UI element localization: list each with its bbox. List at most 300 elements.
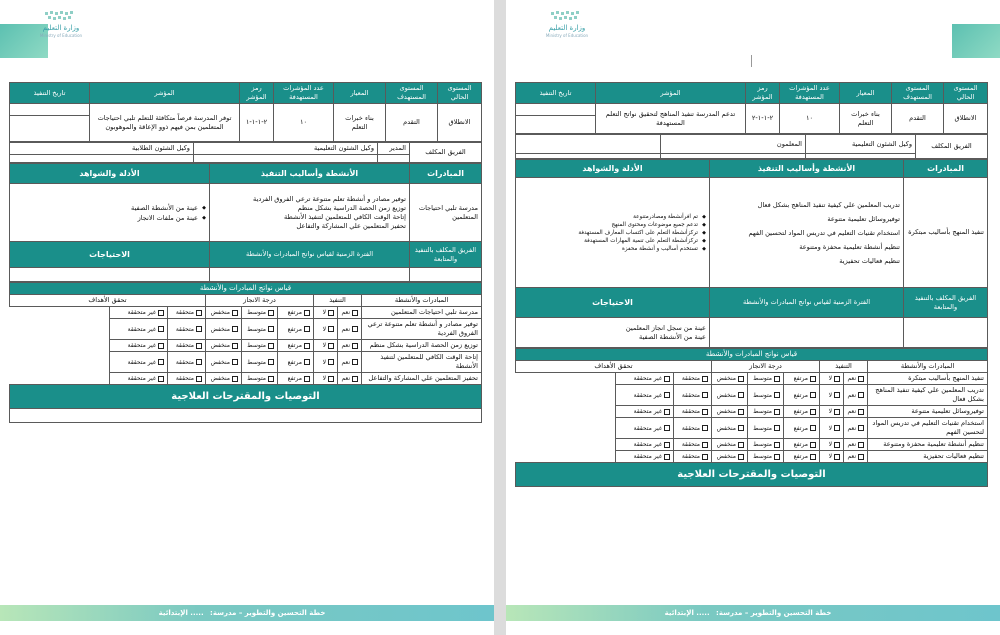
- checkbox-mid[interactable]: [748, 418, 784, 439]
- checkbox-icon[interactable]: [304, 376, 310, 382]
- plan-form-left: [10, 82, 482, 423]
- header-needs: الاحتياجات: [516, 288, 710, 318]
- header-activities: الأنشطة وأساليب التنفيذ: [210, 164, 410, 184]
- level-target-value: التقدم: [386, 104, 438, 142]
- checkbox-icon[interactable]: [268, 310, 274, 316]
- checkbox-label: لا: [828, 391, 832, 399]
- checkbox-icon[interactable]: [738, 454, 744, 460]
- checkbox-high[interactable]: [784, 385, 820, 406]
- checkbox-unmet[interactable]: [110, 352, 168, 373]
- header-followup-team: الفريق المكلف بالتنفيذ والمتابعة: [904, 288, 988, 318]
- checkbox-mid[interactable]: [242, 340, 278, 352]
- checkbox-unmet[interactable]: [616, 385, 674, 406]
- checkbox-icon[interactable]: [328, 376, 334, 382]
- indicator-value: توفر المدرسة فرصاً متكافئة للتعلم تلبي احتياجات المتعلمين بمن فيهم ذوو الإعاقة والموهوبون: [90, 104, 240, 142]
- activity-item: توفيروسائل تعليمية متنوعة: [827, 214, 900, 223]
- header-timeframe: الفترة الزمنية لقياس نواتج المبادرات والأنشطة: [710, 288, 904, 318]
- checkbox-no[interactable]: [820, 406, 844, 418]
- checkbox-label: لا: [828, 375, 832, 382]
- checkbox-high[interactable]: [278, 340, 314, 352]
- header-code: رمز المؤشر: [746, 83, 780, 104]
- team-member-1: وكيل الشئون التعليمية: [806, 135, 916, 154]
- checkbox-high[interactable]: [784, 418, 820, 439]
- checkbox-mid[interactable]: [748, 451, 784, 463]
- checkbox-label: لا: [828, 453, 832, 460]
- checkbox-high[interactable]: [784, 406, 820, 418]
- followup-team-cell[interactable]: [410, 268, 482, 282]
- checkbox-unmet[interactable]: [616, 373, 674, 385]
- checkbox-met[interactable]: [674, 451, 712, 463]
- checkbox-icon[interactable]: [774, 442, 780, 448]
- checkbox-met[interactable]: [168, 373, 206, 385]
- checkbox-met[interactable]: [168, 307, 206, 319]
- page-footer: [506, 605, 1000, 621]
- checkbox-label: متوسط: [247, 309, 266, 316]
- header-activities: الأنشطة وأساليب التنفيذ: [710, 160, 904, 178]
- checkbox-icon[interactable]: [810, 454, 816, 460]
- checkbox-icon[interactable]: [196, 326, 202, 332]
- checkbox-label: غير متحققة: [127, 358, 156, 366]
- checkbox-yes[interactable]: [338, 352, 362, 373]
- checkbox-icon[interactable]: [738, 409, 744, 415]
- team-empty: [516, 154, 661, 159]
- checkbox-label: غير متحققة: [633, 441, 662, 448]
- header-num-indicators: عدد المؤشرات المستهدفة: [274, 83, 334, 104]
- checkbox-label: متوسط: [753, 391, 772, 399]
- checkbox-met[interactable]: [674, 385, 712, 406]
- measure-row-label: تنفيذ المنهج بأساليب مبتكرة: [868, 373, 988, 385]
- measure-table: [515, 348, 988, 487]
- checkbox-label: متوسط: [247, 375, 266, 382]
- checkbox-icon[interactable]: [774, 376, 780, 382]
- ministry-logo: [532, 10, 602, 38]
- checkbox-unmet[interactable]: [616, 406, 674, 418]
- checkbox-mid[interactable]: [748, 439, 784, 451]
- checkbox-icon[interactable]: [858, 454, 864, 460]
- checkbox-icon[interactable]: [352, 376, 358, 382]
- checkbox-no[interactable]: [314, 373, 338, 385]
- standard-value: بناء خبرات التعلم: [334, 104, 386, 142]
- checkbox-icon[interactable]: [738, 442, 744, 448]
- checkbox-icon[interactable]: [702, 409, 708, 415]
- checkbox-label: نعم: [847, 375, 856, 382]
- date-cell-2[interactable]: [516, 116, 596, 134]
- team-table: [515, 134, 988, 159]
- measure-row: [9, 373, 481, 385]
- checkbox-no[interactable]: [820, 373, 844, 385]
- checkbox-low[interactable]: [712, 385, 748, 406]
- measure-row: [9, 340, 481, 352]
- checkbox-icon[interactable]: [328, 359, 334, 365]
- needs-item: عينة من الأنشطة الصفية: [639, 332, 706, 341]
- evidence-list: [10, 184, 210, 242]
- checkbox-high[interactable]: [278, 319, 314, 340]
- checkbox-no[interactable]: [820, 418, 844, 439]
- checkbox-icon[interactable]: [774, 425, 780, 431]
- checkbox-icon[interactable]: [232, 326, 238, 332]
- checkbox-low[interactable]: [712, 373, 748, 385]
- checkbox-label: منخفض: [716, 453, 736, 460]
- header-indicator: المؤشر: [596, 83, 746, 104]
- ministry-logo: [26, 10, 96, 38]
- checkbox-high[interactable]: [278, 352, 314, 373]
- activity-item: تنظيم أنشطة تعليمية محفزة ومتنوعة: [799, 242, 900, 251]
- checkbox-icon[interactable]: [158, 359, 164, 365]
- header-code: رمز المؤشر: [240, 83, 274, 104]
- checkbox-icon[interactable]: [858, 409, 864, 415]
- timeframe-cell[interactable]: [210, 268, 410, 282]
- checkbox-icon[interactable]: [158, 343, 164, 349]
- checkbox-low[interactable]: [712, 439, 748, 451]
- checkbox-icon[interactable]: [196, 310, 202, 316]
- checkbox-icon[interactable]: [158, 310, 164, 316]
- ministry-logo-icon: [39, 10, 83, 24]
- team-member-2: المعلمون: [661, 135, 806, 154]
- header-needs: الاحتياجات: [10, 242, 210, 268]
- checkbox-icon[interactable]: [810, 376, 816, 382]
- checkbox-icon[interactable]: [738, 392, 744, 398]
- checkbox-label: نعم: [341, 325, 350, 333]
- checkbox-icon[interactable]: [664, 409, 670, 415]
- checkbox-label: نعم: [847, 408, 856, 415]
- checkbox-high[interactable]: [784, 451, 820, 463]
- checkbox-icon[interactable]: [774, 392, 780, 398]
- checkbox-yes[interactable]: [338, 340, 362, 352]
- checkbox-icon[interactable]: [858, 392, 864, 398]
- checkbox-label: نعم: [341, 375, 350, 382]
- checkbox-yes[interactable]: [844, 406, 868, 418]
- checkbox-label: لا: [322, 309, 326, 316]
- checkbox-met[interactable]: [168, 340, 206, 352]
- checkbox-no[interactable]: [314, 307, 338, 319]
- checkbox-label: منخفض: [210, 342, 230, 349]
- checkbox-high[interactable]: [278, 373, 314, 385]
- initiatives-table: [515, 159, 988, 348]
- num-indicators-value: ١٠: [780, 104, 840, 134]
- checkbox-icon[interactable]: [834, 376, 840, 382]
- checkbox-label: متحققة: [681, 453, 700, 460]
- checkbox-icon[interactable]: [738, 376, 744, 382]
- evidence-item: ◆ تركزأنشطة التعلم على اكتساب المعارف المستهدفة: [519, 229, 698, 237]
- checkbox-icon[interactable]: [664, 392, 670, 398]
- activity-item: توزيع زمن الحصة الدراسية بشكل منظم: [297, 203, 406, 212]
- checkbox-icon[interactable]: [352, 326, 358, 332]
- footer-plan: خطة التحسين والتطوير – مدرسة:: [716, 609, 832, 617]
- evidence-item: ◆ تركزأنشطة التعلم على تنمية المهارات المستهدفة: [519, 237, 698, 245]
- checkbox-icon[interactable]: [196, 359, 202, 365]
- col-items: المبادرات والأنشطة: [362, 295, 482, 307]
- checkbox-mid[interactable]: [242, 319, 278, 340]
- checkbox-icon[interactable]: [834, 425, 840, 431]
- checkbox-icon[interactable]: [858, 425, 864, 431]
- checkbox-icon[interactable]: [664, 454, 670, 460]
- checkbox-yes[interactable]: [844, 418, 868, 439]
- checkbox-icon[interactable]: [304, 343, 310, 349]
- checkbox-met[interactable]: [674, 373, 712, 385]
- header-level-target: المستوى المستهدف: [386, 83, 438, 104]
- checkbox-unmet[interactable]: [616, 418, 674, 439]
- checkbox-icon[interactable]: [232, 310, 238, 316]
- checkbox-yes[interactable]: [844, 439, 868, 451]
- checkbox-icon[interactable]: [702, 376, 708, 382]
- col-degree: درجة الانجاز: [206, 295, 314, 307]
- evidence-item: ◆ عينة من ملفات الانجاز: [13, 213, 198, 223]
- checkbox-icon[interactable]: [268, 326, 274, 332]
- date-cell-2[interactable]: [10, 116, 90, 142]
- checkbox-yes[interactable]: [338, 319, 362, 340]
- checkbox-icon[interactable]: [232, 376, 238, 382]
- checkbox-no[interactable]: [314, 340, 338, 352]
- checkbox-icon[interactable]: [810, 409, 816, 415]
- checkbox-icon[interactable]: [738, 425, 744, 431]
- checkbox-label: مرتفع: [287, 375, 302, 382]
- col-goals: تحقق الأهداف: [9, 295, 205, 307]
- checkbox-label: مرتفع: [287, 358, 302, 366]
- checkbox-icon[interactable]: [196, 376, 202, 382]
- measure-row-label: توفيروسائل تعليمية متنوعة: [868, 406, 988, 418]
- header-level-current: المستوى الحالي: [438, 83, 482, 104]
- checkbox-icon[interactable]: [834, 409, 840, 415]
- checkbox-met[interactable]: [674, 439, 712, 451]
- checkbox-high[interactable]: [278, 307, 314, 319]
- ministry-name: وزارة التعليم: [548, 24, 586, 32]
- checkbox-mid[interactable]: [748, 373, 784, 385]
- checkbox-icon[interactable]: [810, 442, 816, 448]
- checkbox-low[interactable]: [206, 319, 242, 340]
- col-exec: التنفيذ: [314, 295, 362, 307]
- checkbox-icon[interactable]: [352, 343, 358, 349]
- checkbox-icon[interactable]: [834, 454, 840, 460]
- checkbox-no[interactable]: [820, 451, 844, 463]
- measure-row-label: تنظيم أنشطة تعليمية محفزة ومتنوعة: [868, 439, 988, 451]
- checkbox-icon[interactable]: [268, 343, 274, 349]
- checkbox-met[interactable]: [168, 319, 206, 340]
- recommendations-title: التوصيات والمقترحات العلاجية: [515, 463, 987, 487]
- text-cursor: [751, 55, 752, 67]
- checkbox-icon[interactable]: [702, 392, 708, 398]
- measure-row-label: توزيع زمن الحصة الدراسية بشكل منظم: [362, 340, 482, 352]
- checkbox-met[interactable]: [674, 406, 712, 418]
- needs-cell[interactable]: [10, 268, 210, 282]
- checkbox-label: مرتفع: [793, 441, 808, 448]
- checkbox-low[interactable]: [206, 307, 242, 319]
- ministry-sub: Ministry of Education: [545, 33, 589, 38]
- checkbox-met[interactable]: [674, 418, 712, 439]
- checkbox-mid[interactable]: [242, 352, 278, 373]
- checkbox-high[interactable]: [784, 373, 820, 385]
- checkbox-low[interactable]: [206, 340, 242, 352]
- checkbox-label: مرتفع: [793, 453, 808, 460]
- checkbox-no[interactable]: [314, 352, 338, 373]
- measure-row: [515, 418, 987, 439]
- initiative-value: تنفيذ المنهج بأساليب مبتكرة: [904, 178, 988, 288]
- checkbox-label: مرتفع: [793, 375, 808, 382]
- checkbox-label: مرتفع: [287, 309, 302, 316]
- page-footer: [0, 605, 494, 621]
- checkbox-unmet[interactable]: [110, 307, 168, 319]
- checkbox-icon[interactable]: [664, 376, 670, 382]
- checkbox-low[interactable]: [712, 451, 748, 463]
- activity-item: توفير مصادر و أنشطة تعلم متنوعة ترعي الفروق الفردية: [253, 194, 406, 203]
- checkbox-icon[interactable]: [304, 310, 310, 316]
- date-cell[interactable]: [10, 104, 90, 116]
- team-empty: [378, 155, 410, 163]
- checkbox-icon[interactable]: [774, 454, 780, 460]
- checkbox-icon[interactable]: [702, 442, 708, 448]
- page-left: [0, 0, 494, 635]
- num-indicators-value: ١٠: [274, 104, 334, 142]
- checkbox-yes[interactable]: [844, 451, 868, 463]
- evidence-item: ◆ عينة من الأنشطة الصفية: [13, 203, 198, 213]
- team-label: الفريق المكلف: [410, 143, 482, 163]
- indicator-table: [515, 82, 988, 134]
- timeframe-cell[interactable]: [710, 318, 904, 348]
- checkbox-low[interactable]: [206, 373, 242, 385]
- checkbox-icon[interactable]: [774, 409, 780, 415]
- header-initiatives: المبادرات: [410, 164, 482, 184]
- checkbox-unmet[interactable]: [616, 451, 674, 463]
- checkbox-icon[interactable]: [328, 343, 334, 349]
- checkbox-label: متحققة: [681, 441, 700, 448]
- needs-item: عينة من سجل انجاز المعلمين: [625, 323, 706, 332]
- checkbox-icon[interactable]: [158, 376, 164, 382]
- checkbox-no[interactable]: [820, 439, 844, 451]
- checkbox-icon[interactable]: [268, 376, 274, 382]
- checkbox-label: متحققة: [175, 325, 194, 333]
- checkbox-label: منخفض: [716, 408, 736, 415]
- checkbox-icon[interactable]: [232, 359, 238, 365]
- checkbox-icon[interactable]: [328, 326, 334, 332]
- team-member-2: وكيل الشئون التعليمية: [194, 143, 378, 155]
- measure-row-label: تدريب المعلمين علي كيفية تنفيذ المناهج بشكل فعال: [868, 385, 988, 406]
- activity-item: استخدام تقنيات التعليم في تدريس المواد لتحسين الفهم: [748, 228, 900, 237]
- checkbox-mid[interactable]: [748, 385, 784, 406]
- checkbox-label: منخفض: [210, 309, 230, 316]
- checkbox-yes[interactable]: [338, 373, 362, 385]
- checkbox-icon[interactable]: [352, 359, 358, 365]
- code-value: ٢-١-١-٢: [746, 104, 780, 134]
- followup-team-cell[interactable]: [904, 318, 988, 348]
- measure-row: [515, 439, 987, 451]
- code-value: ٢-١-١-١: [240, 104, 274, 142]
- col-degree: درجة الانجاز: [712, 361, 820, 373]
- evidence-item: ◆ تم افرأنشطة ومصادرمتنوعة: [519, 213, 698, 221]
- checkbox-label: نعم: [847, 453, 856, 460]
- checkbox-label: نعم: [847, 424, 856, 432]
- checkbox-icon[interactable]: [834, 442, 840, 448]
- evidence-item: ◆ تستخدم أساليب و أنشطة محفزة: [519, 245, 698, 253]
- measure-row-label: تنظيم فعاليات تحفيزية: [868, 451, 988, 463]
- checkbox-low[interactable]: [712, 418, 748, 439]
- measure-row-label: استخدام تقنيات التعليم في تدريس المواد لتحسين الفهم: [868, 418, 988, 439]
- checkbox-icon[interactable]: [304, 326, 310, 332]
- checkbox-unmet[interactable]: [110, 373, 168, 385]
- measure-table: [9, 282, 482, 423]
- measure-row: [9, 307, 481, 319]
- checkbox-label: مرتفع: [287, 342, 302, 349]
- checkbox-label: متحققة: [175, 358, 194, 366]
- team-label: الفريق المكلف: [916, 135, 988, 159]
- checkbox-low[interactable]: [206, 352, 242, 373]
- checkbox-no[interactable]: [314, 319, 338, 340]
- checkbox-label: لا: [322, 358, 326, 366]
- checkbox-icon[interactable]: [664, 442, 670, 448]
- checkbox-mid[interactable]: [748, 406, 784, 418]
- evidence-list: [516, 178, 710, 288]
- checkbox-label: منخفض: [716, 424, 736, 432]
- checkbox-low[interactable]: [712, 406, 748, 418]
- checkbox-icon[interactable]: [352, 310, 358, 316]
- checkbox-label: منخفض: [716, 375, 736, 382]
- checkbox-label: منخفض: [716, 391, 736, 399]
- checkbox-unmet[interactable]: [616, 439, 674, 451]
- checkbox-icon[interactable]: [158, 326, 164, 332]
- checkbox-unmet[interactable]: [110, 319, 168, 340]
- team-empty: [194, 155, 378, 163]
- checkbox-yes[interactable]: [338, 307, 362, 319]
- checkbox-icon[interactable]: [232, 343, 238, 349]
- checkbox-label: متحققة: [681, 424, 700, 432]
- measure-row-label: مدرسة تلبي احتياجات المتعلمين: [362, 307, 482, 319]
- checkbox-yes[interactable]: [844, 385, 868, 406]
- checkbox-icon[interactable]: [702, 425, 708, 431]
- checkbox-label: متوسط: [753, 453, 772, 460]
- checkbox-icon[interactable]: [328, 310, 334, 316]
- checkbox-label: نعم: [341, 309, 350, 316]
- checkbox-label: لا: [828, 441, 832, 448]
- footer-school-type: ..... الإبتدائية: [664, 609, 710, 617]
- checkbox-unmet[interactable]: [110, 340, 168, 352]
- checkbox-high[interactable]: [784, 439, 820, 451]
- plan-form-right: [516, 82, 988, 487]
- header-evidence: الأدلة والشواهد: [516, 160, 710, 178]
- indicator-table: [9, 82, 482, 142]
- checkbox-icon[interactable]: [196, 343, 202, 349]
- checkbox-label: لا: [828, 424, 832, 432]
- checkbox-icon[interactable]: [304, 359, 310, 365]
- checkbox-met[interactable]: [168, 352, 206, 373]
- header-level-current: المستوى الحالي: [944, 83, 988, 104]
- header-standard: المعيار: [840, 83, 892, 104]
- checkbox-no[interactable]: [820, 385, 844, 406]
- checkbox-label: لا: [828, 408, 832, 415]
- checkbox-icon[interactable]: [834, 392, 840, 398]
- checkbox-label: مرتفع: [287, 325, 302, 333]
- checkbox-icon[interactable]: [858, 376, 864, 382]
- date-cell[interactable]: [516, 104, 596, 116]
- checkbox-icon[interactable]: [268, 359, 274, 365]
- checkbox-icon[interactable]: [810, 425, 816, 431]
- checkbox-icon[interactable]: [664, 425, 670, 431]
- checkbox-icon[interactable]: [810, 392, 816, 398]
- checkbox-label: منخفض: [716, 441, 736, 448]
- checkbox-label: منخفض: [210, 325, 230, 333]
- ministry-logo-icon: [545, 10, 589, 24]
- checkbox-icon[interactable]: [858, 442, 864, 448]
- checkbox-label: متوسط: [753, 424, 772, 432]
- header-evidence: الأدلة والشواهد: [10, 164, 210, 184]
- checkbox-yes[interactable]: [844, 373, 868, 385]
- standard-value: بناء خبرات التعلم: [840, 104, 892, 134]
- checkbox-icon[interactable]: [702, 454, 708, 460]
- checkbox-mid[interactable]: [242, 373, 278, 385]
- checkbox-label: غير متحققة: [633, 408, 662, 415]
- checkbox-mid[interactable]: [242, 307, 278, 319]
- header-standard: المعيار: [334, 83, 386, 104]
- recommendations-cell[interactable]: [9, 409, 481, 423]
- team-table: [9, 142, 482, 163]
- checkbox-label: متوسط: [753, 441, 772, 448]
